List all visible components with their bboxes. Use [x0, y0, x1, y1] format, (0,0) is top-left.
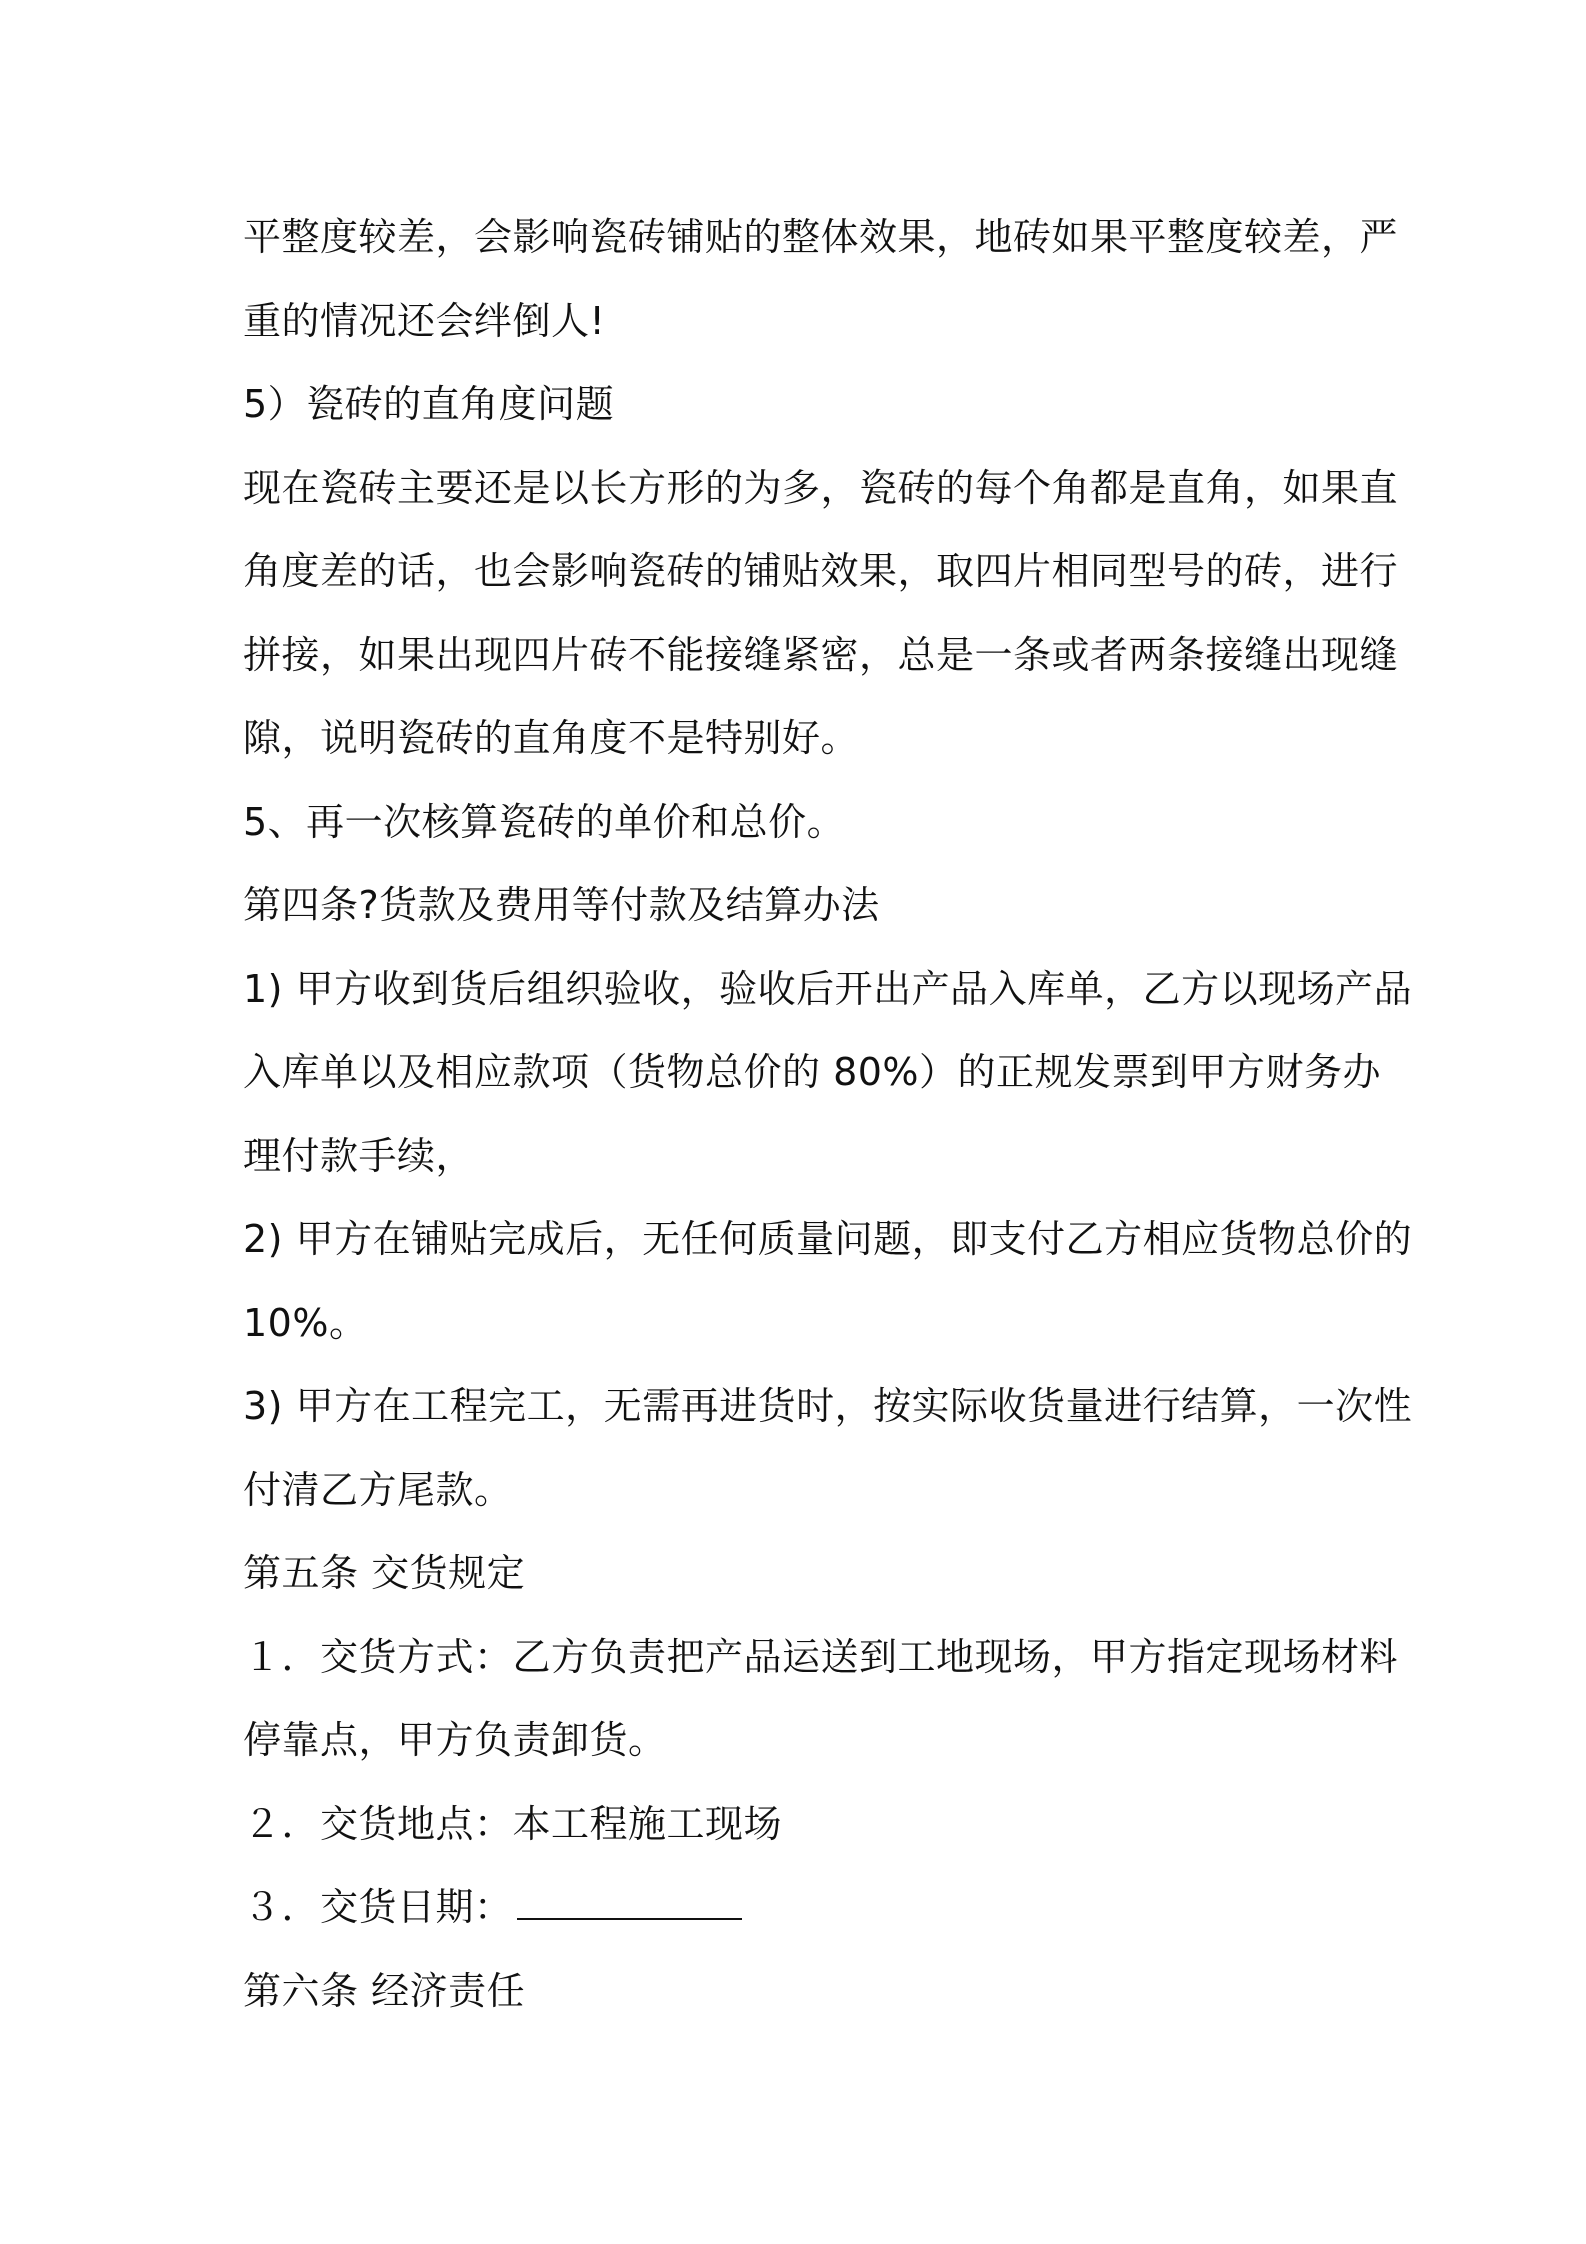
- clause-line: 停靠点，甲方负责卸货。: [243, 1718, 667, 1762]
- clause-line: 付清乙方尾款。: [243, 1467, 513, 1512]
- delivery-date-blank: [517, 1878, 742, 1920]
- paragraph-line: 重的情况还会绊倒人!: [243, 298, 606, 343]
- clause-line: ２．交货地点：本工程施工现场: [243, 1801, 783, 1846]
- clause-line: 1) 甲方收到货后组织验收，验收后开出产品入库单，乙方以现场产品: [243, 966, 1413, 1011]
- paragraph-line: 角度差的话，也会影响瓷砖的铺贴效果，取四片相同型号的砖，进行: [243, 549, 1399, 593]
- clause-line: 入库单以及相应款项（货物总价的 80%）的正规发票到甲方财务办: [243, 1050, 1382, 1094]
- section-heading: 5）瓷砖的直角度问题: [243, 382, 615, 426]
- clause-line: 3) 甲方在工程完工，无需再进货时，按实际收货量进行结算，一次性: [243, 1384, 1413, 1428]
- article-heading: 第五条 交货规定: [243, 1551, 526, 1595]
- clause-line: 2) 甲方在铺贴完成后，无任何质量问题，即支付乙方相应货物总价的: [243, 1217, 1413, 1261]
- article-heading: 第四条?货款及费用等付款及结算办法: [243, 883, 880, 927]
- paragraph-line: 平整度较差，会影响瓷砖铺贴的整体效果，地砖如果平整度较差，严: [243, 215, 1399, 259]
- paragraph-line: 拼接，如果出现四片砖不能接缝紧密，总是一条或者两条接缝出现缝: [243, 632, 1399, 677]
- paragraph-line: 现在瓷砖主要还是以长方形的为多，瓷砖的每个角都是直角，如果直: [243, 465, 1399, 510]
- document-body: [243, 196, 1413, 2033]
- section-heading: 5、再一次核算瓷砖的单价和总价。: [243, 799, 846, 844]
- delivery-date-line: [243, 1866, 1358, 1950]
- clause-line: 10%。: [243, 1300, 368, 1345]
- paragraph-line: 隙，说明瓷砖的直角度不是特别好。: [243, 716, 860, 760]
- delivery-date-label: ３．交货日期：: [243, 1885, 513, 1929]
- clause-line: 理付款手续，: [243, 1133, 475, 1178]
- article-heading: 第六条 经济责任: [243, 1968, 526, 2013]
- clause-line: １．交货方式：乙方负责把产品运送到工地现场，甲方指定现场材料: [243, 1634, 1399, 1679]
